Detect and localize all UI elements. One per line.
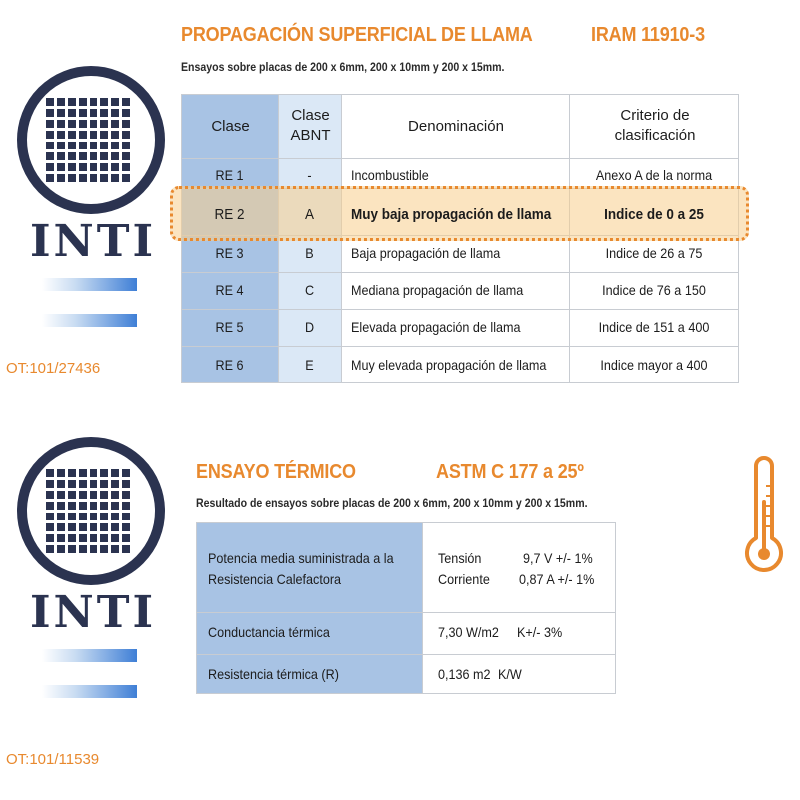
cell-criterio: Indice mayor a 400 [600, 357, 708, 373]
tension-label: Tensión [438, 550, 482, 566]
row-divider [182, 346, 738, 347]
logo-grid-square [122, 120, 130, 128]
cell-clase: RE 5 [215, 319, 244, 335]
logo-grid-square [100, 523, 108, 531]
logo-grid-square [68, 513, 76, 521]
logo-grid-square [68, 534, 76, 542]
logo-grid-square [46, 174, 54, 182]
logo-grid-square [122, 131, 130, 139]
logo-grid-square [90, 469, 98, 477]
logo-grid-square [79, 131, 87, 139]
logo-grid-square [90, 502, 98, 510]
logo-grid-square [68, 163, 76, 171]
logo-grid-square [100, 545, 108, 553]
row-divider [182, 309, 738, 310]
header-criterio-1: Criterio de [620, 107, 690, 124]
section1-subtitle: Ensayos sobre placas de 200 x 6mm, 200 x 10mm y 200 x 15mm. [181, 60, 505, 74]
logo-bar [42, 685, 137, 698]
logo-grid-square [79, 152, 87, 160]
logo-word: INTI [29, 587, 157, 638]
logo-grid-square [111, 469, 119, 477]
logo-grid-square [79, 523, 87, 531]
logo-grid-square [46, 502, 54, 510]
logo-grid-square [90, 480, 98, 488]
row-label: Resistencia térmica (R) [208, 666, 339, 682]
header-clase: Clase [211, 118, 250, 135]
header-criterio-2: clasificación [614, 127, 696, 144]
logo-grid [46, 469, 130, 553]
logo-grid-square [57, 513, 65, 521]
cell-criterio: Anexo A de la norma [595, 167, 713, 183]
cell-criterio: Indice de 76 a 150 [602, 282, 706, 298]
logo-grid-square [68, 131, 76, 139]
logo-grid-square [90, 174, 98, 182]
section1-title: PROPAGACIÓN SUPERFICIAL DE LLAMA [181, 24, 533, 46]
resistencia-value: 0,136 m2 [438, 666, 491, 682]
logo-grid-square [122, 513, 130, 521]
logo-grid-square [111, 152, 119, 160]
section2-title: ENSAYO TÉRMICO [196, 461, 356, 483]
logo-grid-square [57, 152, 65, 160]
logo-grid-square [57, 502, 65, 510]
logo-grid-square [90, 131, 98, 139]
logo-grid-square [46, 534, 54, 542]
logo-grid-square [79, 469, 87, 477]
logo-grid-square [100, 142, 108, 150]
section2-norm: ASTM C 177 a 25º [436, 461, 584, 483]
cell-abnt: E [305, 357, 314, 373]
row-divider [197, 612, 615, 613]
logo-grid-square [111, 523, 119, 531]
logo-grid-square [46, 120, 54, 128]
ot-code-top: OT:101/27436 [6, 360, 101, 377]
logo-grid-square [68, 142, 76, 150]
logo-grid-square [57, 109, 65, 117]
logo-grid-square [122, 163, 130, 171]
logo-grid-square [100, 174, 108, 182]
logo-grid-square [46, 545, 54, 553]
logo-grid-square [100, 480, 108, 488]
logo-grid-square [100, 152, 108, 160]
logo-grid-square [90, 152, 98, 160]
ot-code-bottom: OT:101/11539 [6, 751, 100, 768]
logo-bar [42, 314, 137, 327]
logo-grid-square [90, 120, 98, 128]
logo-grid-square [46, 480, 54, 488]
logo-grid-square [68, 523, 76, 531]
logo-grid-square [57, 98, 65, 106]
cell-criterio: Indice de 26 a 75 [605, 245, 703, 261]
row-divider [197, 654, 615, 655]
logo-grid-square [79, 545, 87, 553]
logo-grid-square [46, 152, 54, 160]
logo-grid-square [68, 98, 76, 106]
logo-grid-square [100, 109, 108, 117]
tension-value: 9,7 V +/- 1% [523, 550, 593, 566]
logo-grid-square [79, 98, 87, 106]
logo-grid-square [79, 174, 87, 182]
logo-grid-square [100, 534, 108, 542]
logo-grid-square [122, 545, 130, 553]
logo-grid-square [57, 131, 65, 139]
logo-grid-square [57, 174, 65, 182]
logo-grid-square [100, 120, 108, 128]
logo-grid-square [79, 502, 87, 510]
logo-grid-square [68, 174, 76, 182]
logo-grid-square [68, 120, 76, 128]
logo-grid-square [46, 513, 54, 521]
section2-subtitle: Resultado de ensayos sobre placas de 200 x 6mm, 200 x 10mm y 200 x 15mm. [196, 496, 588, 510]
logo-grid-square [100, 502, 108, 510]
logo-grid-square [100, 491, 108, 499]
logo-grid-square [111, 502, 119, 510]
logo-bar [42, 278, 137, 291]
logo-grid-square [122, 109, 130, 117]
logo-grid-square [46, 98, 54, 106]
logo-grid-square [46, 469, 54, 477]
logo-grid-square [46, 523, 54, 531]
logo-grid-square [57, 163, 65, 171]
logo-grid-square [122, 534, 130, 542]
cell-abnt: D [304, 319, 315, 335]
cell-clase: RE 1 [215, 167, 244, 183]
logo-grid-square [46, 163, 54, 171]
logo-grid-square [90, 523, 98, 531]
cell-denominacion: Baja propagación de llama [351, 245, 501, 261]
logo-grid-square [46, 142, 54, 150]
logo-grid-square [57, 491, 65, 499]
logo-grid-square [111, 98, 119, 106]
logo-grid-square [111, 142, 119, 150]
logo-grid-square [57, 523, 65, 531]
cell-clase: RE 2 [214, 206, 245, 223]
thermometer-icon [742, 456, 786, 586]
logo-grid-square [90, 545, 98, 553]
cell-clase: RE 6 [215, 357, 244, 373]
logo-grid-square [100, 469, 108, 477]
logo-grid-square [111, 163, 119, 171]
cell-denominacion: Elevada propagación de llama [351, 319, 521, 335]
logo-grid-square [111, 480, 119, 488]
logo-word: INTI [29, 216, 157, 267]
corriente-value: 0,87 A +/- 1% [519, 571, 595, 587]
logo-grid-square [111, 174, 119, 182]
cell-clase: RE 4 [215, 282, 244, 298]
corriente-label: Corriente [438, 571, 490, 587]
logo-grid-square [57, 545, 65, 553]
logo-grid-square [68, 109, 76, 117]
cell-criterio: Indice de 151 a 400 [598, 319, 710, 335]
logo-grid-square [46, 131, 54, 139]
header-abnt-2: ABNT [290, 127, 331, 144]
logo-grid-square [100, 513, 108, 521]
logo-grid-square [90, 491, 98, 499]
logo-grid-square [100, 131, 108, 139]
logo-grid-square [122, 152, 130, 160]
logo-grid-square [68, 480, 76, 488]
logo-grid-square [68, 491, 76, 499]
logo-grid-square [46, 109, 54, 117]
conductancia-value: 7,30 W/m2 [438, 624, 499, 640]
logo-grid-square [79, 142, 87, 150]
logo-grid-square [90, 534, 98, 542]
logo-grid-square [90, 98, 98, 106]
logo-grid-square [68, 502, 76, 510]
logo-grid-square [90, 109, 98, 117]
cell-abnt: A [304, 206, 314, 223]
logo-grid-square [57, 480, 65, 488]
logo-grid-square [90, 513, 98, 521]
logo-grid-square [111, 120, 119, 128]
resistencia-unit: K/W [498, 666, 522, 682]
logo-grid-square [46, 491, 54, 499]
header-denominacion: Denominación [408, 118, 504, 135]
logo-grid-square [122, 98, 130, 106]
logo-grid-square [79, 491, 87, 499]
logo-grid-square [122, 469, 130, 477]
cell-denominacion: Muy elevada propagación de llama [351, 357, 547, 373]
logo-grid-square [90, 142, 98, 150]
row-divider [182, 272, 738, 273]
logo-grid-square [90, 163, 98, 171]
logo-grid-square [79, 120, 87, 128]
logo-grid-square [79, 480, 87, 488]
logo-grid-square [79, 109, 87, 117]
conductancia-tolerance: K+/- 3% [517, 624, 563, 640]
logo-grid-square [68, 545, 76, 553]
logo-grid-square [100, 98, 108, 106]
row-label: Potencia media suministrada a la [208, 550, 394, 566]
row-label: Resistencia Calefactora [208, 571, 342, 587]
logo-grid-square [79, 513, 87, 521]
logo-grid-square [111, 109, 119, 117]
logo-grid-square [68, 469, 76, 477]
logo-grid-square [111, 131, 119, 139]
cell-clase: RE 3 [215, 245, 244, 261]
row-label: Conductancia térmica [208, 624, 330, 640]
logo-grid-square [122, 174, 130, 182]
header-abnt-1: Clase [291, 107, 330, 124]
logo-grid-square [57, 120, 65, 128]
cell-criterio: Indice de 0 a 25 [604, 206, 704, 223]
logo-grid-square [122, 491, 130, 499]
section1-norm: IRAM 11910-3 [591, 24, 705, 46]
logo-grid-square [79, 163, 87, 171]
cell-abnt: C [304, 282, 315, 298]
cell-denominacion: Incombustible [351, 167, 429, 183]
logo-grid-square [57, 142, 65, 150]
logo-grid-square [79, 534, 87, 542]
logo-grid-square [122, 142, 130, 150]
cell-denominacion: Mediana propagación de llama [351, 282, 524, 298]
logo-grid-square [122, 523, 130, 531]
logo-grid-square [111, 491, 119, 499]
logo-bar [42, 649, 137, 662]
logo-grid-square [111, 534, 119, 542]
cell-denominacion: Muy baja propagación de llama [351, 206, 552, 223]
logo-grid-square [68, 152, 76, 160]
logo-grid-square [57, 534, 65, 542]
cell-abnt: B [305, 245, 314, 261]
logo-grid [46, 98, 130, 182]
cell-abnt: - [307, 167, 312, 183]
logo-grid-square [57, 469, 65, 477]
logo-grid-square [100, 163, 108, 171]
logo-grid-square [122, 480, 130, 488]
logo-grid-square [111, 545, 119, 553]
header-divider [182, 158, 738, 159]
logo-grid-square [122, 502, 130, 510]
logo-grid-square [111, 513, 119, 521]
